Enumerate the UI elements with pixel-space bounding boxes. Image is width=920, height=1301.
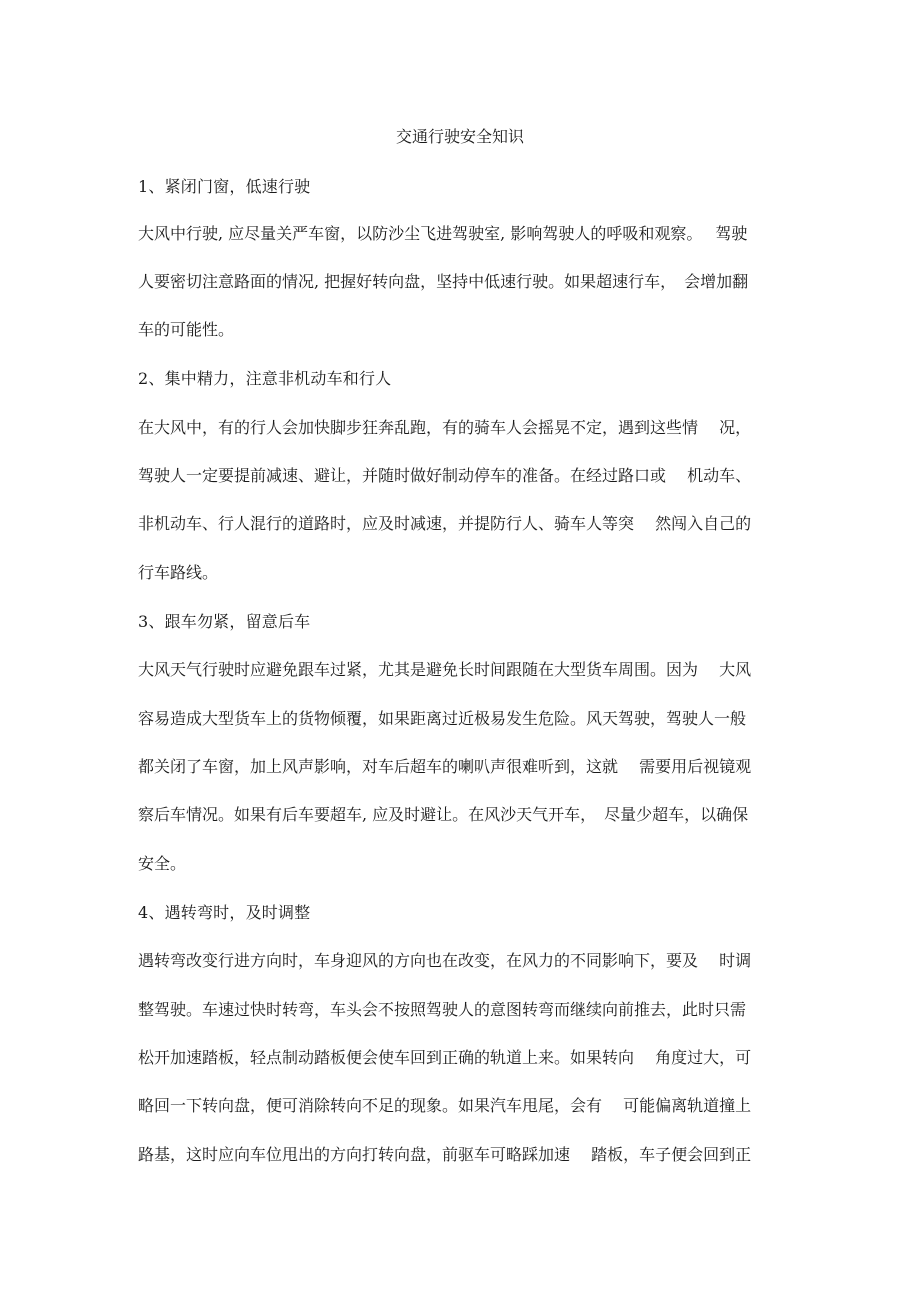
paragraph-line: 人要密切注意路面的情况, 把握好转向盘，坚持中低速行驶。如果超速行车， 会增加翻	[138, 272, 749, 291]
paragraph-line: 车的可能性。	[138, 320, 235, 339]
paragraph-line: 略回一下转向盘，便可消除转向不足的现象。如果汽车甩尾，会有 可能偏离轨道撞上	[138, 1096, 752, 1115]
section-heading: 2、集中精力，注意非机动车和行人	[138, 369, 392, 388]
paragraph-line: 在大风中，有的行人会加快脚步狂奔乱跑，有的骑车人会摇晃不定，遇到这些情 况，	[138, 418, 752, 437]
document-title: 交通行驶安全知识	[395, 127, 524, 146]
paragraph-line: 整驾驶。车速过快时转弯，车头会不按照驾驶人的意图转弯而继续向前推去，此时只需	[138, 1000, 747, 1019]
paragraph-line: 松开加速踏板，轻点制动踏板便会使车回到正确的轨道上来。如果转向 角度过大，可	[138, 1048, 752, 1067]
paragraph-line: 遇转弯改变行进方向时，车身迎风的方向也在改变，在风力的不同影响下，要及 时调	[138, 951, 752, 970]
paragraph-line: 察后车情况。如果有后车要超车, 应及时避让。在风沙天气开车， 尽量少超车，以确保	[138, 805, 749, 824]
section-heading: 1、紧闭门窗，低速行驶	[138, 177, 311, 196]
paragraph-line: 路基，这时应向车位甩出的方向打转向盘，前驱车可略踩加速 踏板，车子便会回到正	[138, 1145, 752, 1164]
paragraph-line: 安全。	[138, 854, 187, 873]
paragraph-line: 容易造成大型货车上的货物倾覆，如果距离过近极易发生危险。风天驾驶，驾驶人一般	[138, 709, 747, 728]
paragraph-line: 大风中行驶, 应尽量关严车窗，以防沙尘飞进驾驶室, 影响驾驶人的呼吸和观察。 驾驶	[138, 224, 748, 243]
paragraph-line: 大风天气行驶时应避免跟车过紧，尤其是避免长时间跟随在大型货车周围。因为 大风	[138, 660, 752, 679]
paragraph-line: 非机动车、行人混行的道路时，应及时减速，并提防行人、骑车人等突 然闯入自己的	[138, 514, 752, 533]
paragraph-line: 都关闭了车窗，加上风声影响，对车后超车的喇叭声很难听到，这就 需要用后视镜观	[138, 757, 752, 776]
paragraph-line: 驾驶人一定要提前减速、避让，并随时做好制动停车的准备。在经过路口或 机动车、	[138, 466, 752, 485]
section-heading: 4、遇转弯时，及时调整	[138, 903, 311, 922]
paragraph-line: 行车路线。	[138, 563, 219, 582]
section-heading: 3、跟车勿紧，留意后车	[138, 612, 311, 631]
